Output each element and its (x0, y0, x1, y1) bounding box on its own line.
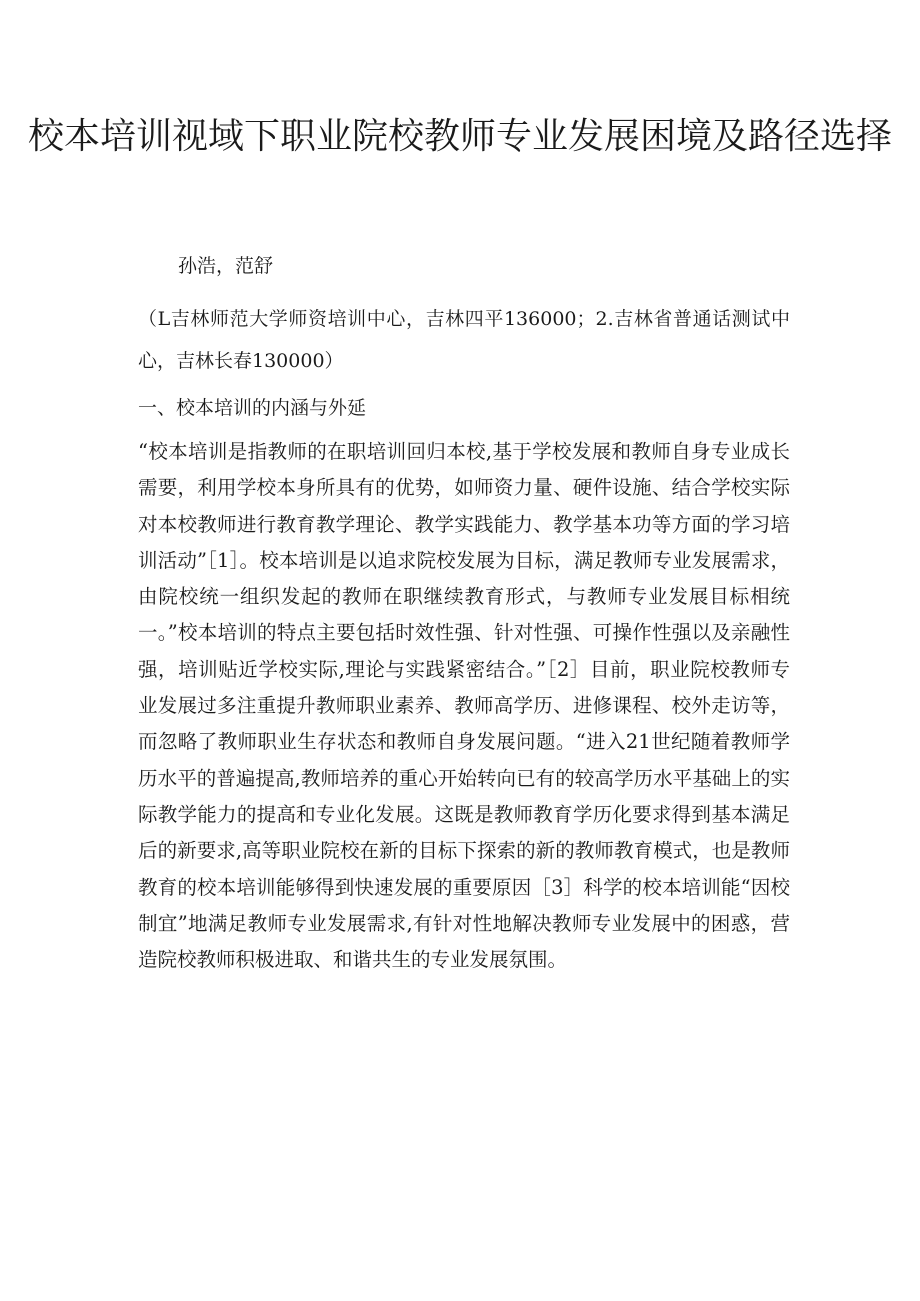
affiliation-text: （L吉林师范大学师资培训中心，吉林四平136000；2.吉林省普通话测试中心，吉林长春130000） (138, 308, 790, 372)
section-heading: 一、校本培训的内涵与外延 (138, 397, 367, 419)
body-paragraph: “校本培训是指教师的在职培训回归本校,基于学校发展和教师自身专业成长需要，利用学校本身所具有的优势，如师资力量、硬件设施、结合学校实际对本校教师进行教育教学理论、教学实践能力、教学基本功等方面的学习培训活动”［1］。校本培训是以追求院校发展为目标，满足教师专业发展需求，由院校统一组织发起的教师在职继续教育形式，与教师专业发展目标相统一。”校本培训的特点主要包括时效性强、针对性强、可操作性强以及亲融性强，培训贴近学校实际,理论与实践紧密结合。”［2］目前，职业院校教师专业发展过多注重提升教师职业素养、教师高学历、进修课程、校外走访等，而忽略了教师职业生存状态和教师自身发展问题。“进入21世纪随着教师学历水平的普遍提高,教师培养的重心开始转向已有的较高学历水平基础上的实际教学能力的提高和专业化发展。这既是教师教育学历化要求得到基本满足后的新要求,高等职业院校在新的目标下探索的新的教师教育模式，也是教师教育的校本培训能够得到快速发展的重要原因［3］科学的校本培训能“因校制宜”地满足教师专业发展需求,有针对性地解决教师专业发展中的困惑，营造院校教师积极进取、和谐共生的专业发展氛围。 (138, 440, 790, 972)
document-title: 校本培训视域下职业院校教师专业发展困境及路径选择 (27, 116, 892, 157)
authors-line: 孙浩，范舒 (178, 255, 274, 277)
